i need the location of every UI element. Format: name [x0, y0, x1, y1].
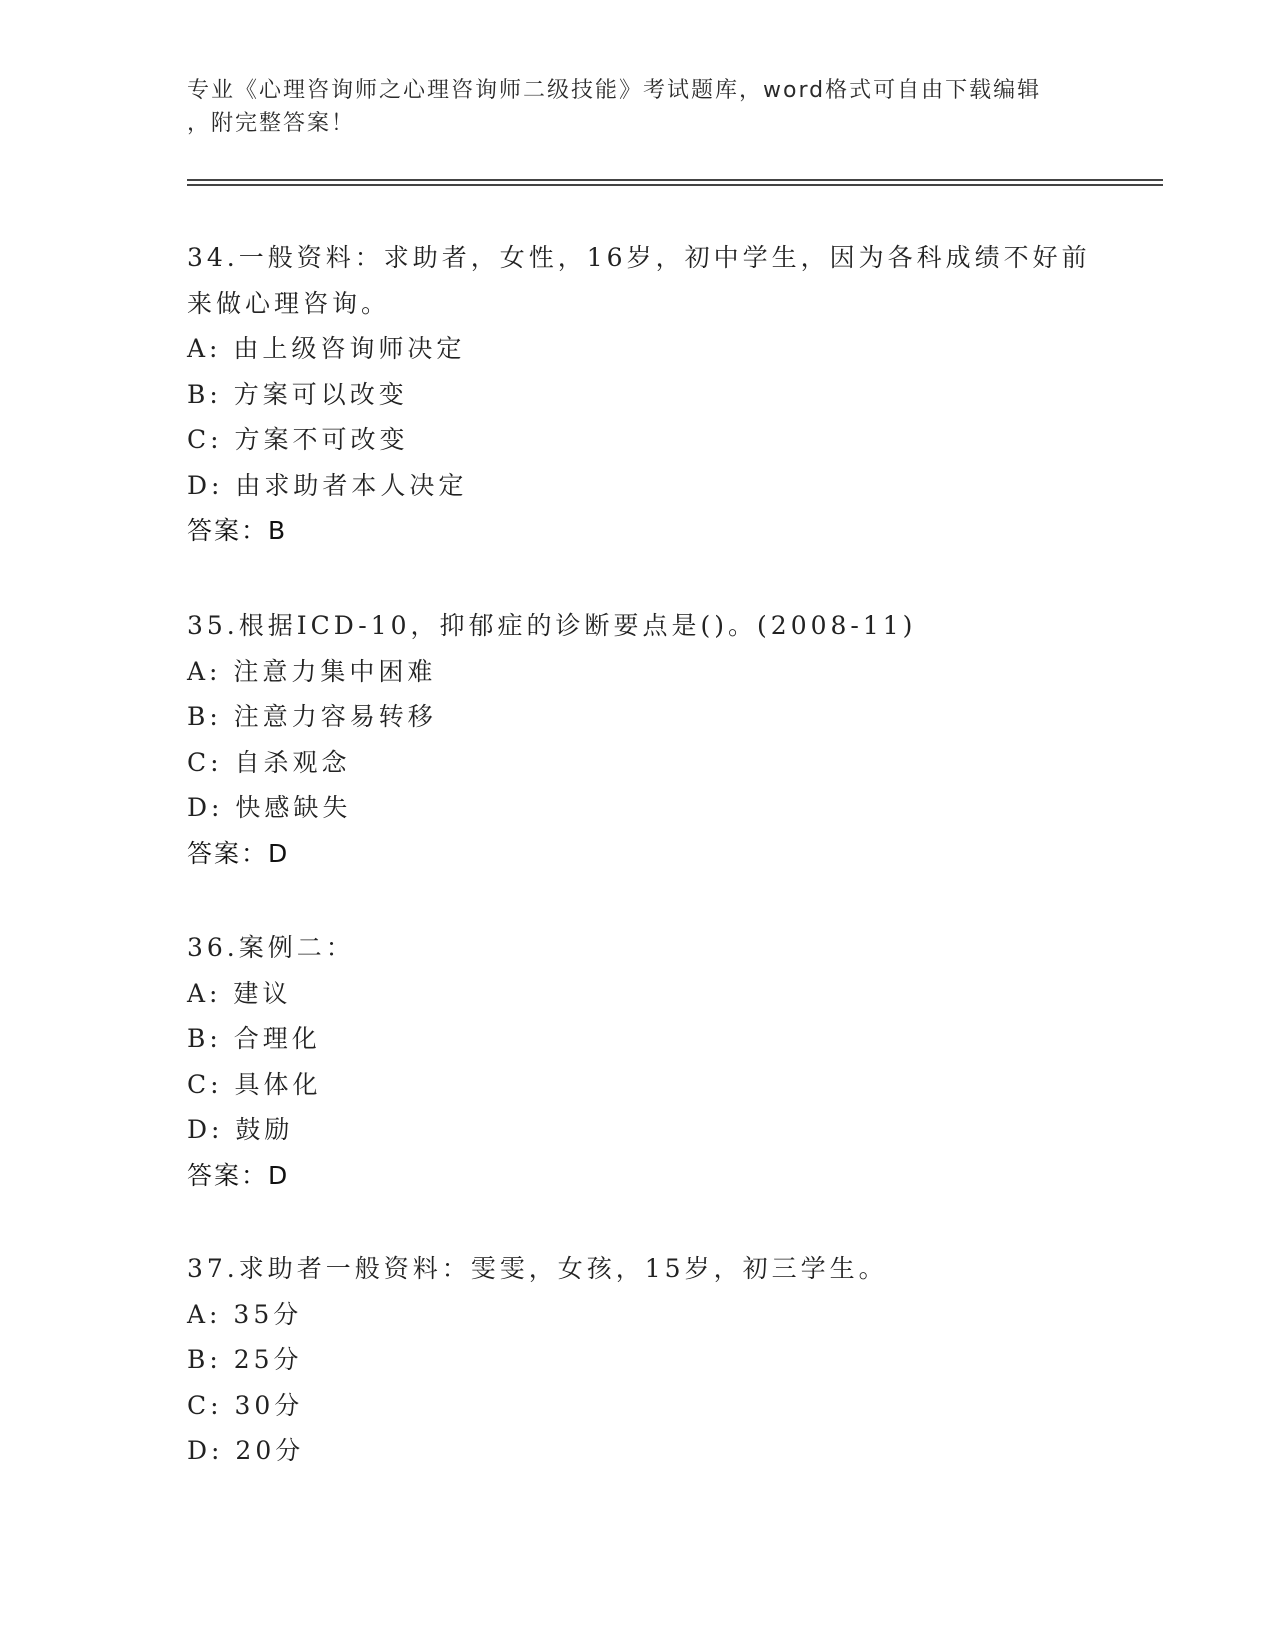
question-stem: 37.求助者一般资料：雯雯，女孩，15岁，初三学生。 [187, 1254, 888, 1283]
option-d: D: 鼓励 [187, 1115, 294, 1144]
header-divider-bottom [187, 184, 1163, 186]
question-35 [187, 603, 1107, 876]
option-c: C: 方案不可改变 [187, 425, 409, 454]
question-36 [187, 925, 1107, 1198]
option-d: D: 20分 [187, 1436, 305, 1465]
option-a: A: 35分 [187, 1299, 303, 1329]
question-34 [187, 235, 1107, 554]
answer-line: 答案：B [187, 516, 288, 545]
document-header [187, 74, 1067, 140]
question-stem: 36.案例二： [187, 933, 355, 962]
option-b: B: 注意力容易转移 [187, 702, 437, 731]
option-b: B: 方案可以改变 [187, 379, 408, 409]
option-b: B: 合理化 [187, 1024, 321, 1053]
option-d: D: 快感缺失 [187, 793, 352, 822]
question-stem-continued: 来做心理咨询。 [187, 288, 391, 318]
option-b: B: 25分 [187, 1345, 303, 1374]
option-d: D: 由求助者本人决定 [187, 470, 468, 500]
header-line-2: ，附完整答案！ [187, 111, 356, 136]
option-c: C: 30分 [187, 1390, 304, 1420]
option-a: A: 注意力集中困难 [187, 656, 437, 686]
option-c: C: 自杀观念 [187, 747, 351, 777]
option-a: A: 由上级咨询师决定 [187, 334, 466, 363]
question-37 [187, 1246, 1107, 1474]
question-stem: 35.根据ICD-10，抑郁症的诊断要点是()。(2008-11) [187, 611, 917, 640]
header-line-1: 专业《心理咨询师之心理咨询师二级技能》考试题库，word格式可自由下载编辑 [187, 78, 1042, 103]
option-c: C: 具体化 [187, 1069, 322, 1099]
option-a: A: 建议 [187, 978, 292, 1008]
answer-line: 答案：D [187, 1160, 290, 1190]
answer-line: 答案：D [187, 838, 290, 868]
question-stem: 34.一般资料：求助者，女性，16岁，初中学生，因为各科成绩不好前 [187, 243, 1091, 272]
header-divider-top [187, 179, 1163, 181]
